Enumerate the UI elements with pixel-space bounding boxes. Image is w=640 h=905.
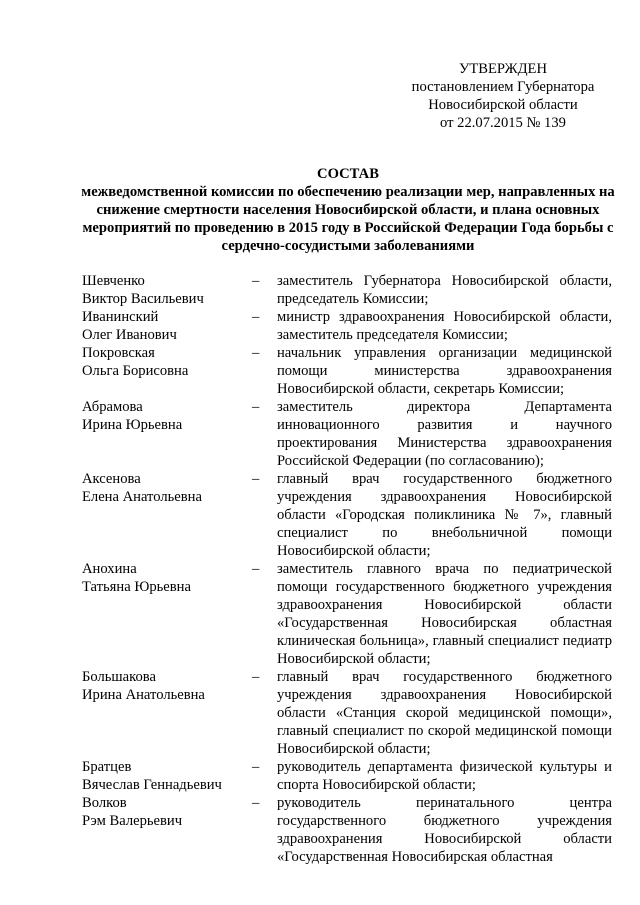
member-dash: – bbox=[252, 471, 260, 487]
member-row bbox=[82, 560, 612, 668]
member-dash: – bbox=[252, 273, 260, 289]
member-surname: Аксенова bbox=[82, 471, 141, 487]
member-surname: Шевченко bbox=[82, 273, 145, 289]
member-name bbox=[82, 668, 252, 758]
composition-heading: СОСТАВ bbox=[317, 166, 379, 182]
member-row bbox=[82, 308, 612, 344]
member-dash: – bbox=[252, 309, 260, 325]
member-surname: Братцев bbox=[82, 759, 132, 775]
member-row bbox=[82, 668, 612, 758]
member-surname: Покровская bbox=[82, 345, 155, 361]
member-row bbox=[82, 398, 612, 470]
member-row bbox=[82, 794, 612, 866]
member-surname: Анохина bbox=[82, 561, 137, 577]
approval-block bbox=[392, 60, 614, 132]
member-dash: – bbox=[252, 345, 260, 361]
member-role: заместитель директора Департамента инновационного развития и научного проектирования Министерства здравоохранения Российской Федерации (по согласованию); bbox=[277, 399, 612, 469]
member-name bbox=[82, 398, 252, 470]
member-surname: Абрамова bbox=[82, 399, 143, 415]
member-surname: Волков bbox=[82, 795, 127, 811]
member-role: руководитель перинатального центра государственного бюджетного учреждения здравоохранения Новосибирской области «Государственная Новосибирская областная bbox=[277, 795, 612, 865]
member-given-name: Елена Анатольевна bbox=[82, 489, 202, 505]
member-name bbox=[82, 794, 252, 866]
member-name bbox=[82, 272, 252, 308]
member-given-name: Виктор Васильевич bbox=[82, 291, 204, 307]
member-dash: – bbox=[252, 561, 260, 577]
approval-line-2: Новосибирской области bbox=[428, 97, 578, 113]
composition-description: межведомственной комиссии по обеспечению реализации мер, направленных на снижение смертности населения Новосибирской области, и плана основных мероприятий по проведению в 2015 году в Российской Федерации Года борьбы с сердечно-сосудистыми заболеваниями bbox=[81, 184, 615, 254]
member-role: заместитель Губернатора Новосибирской области, председатель Комиссии; bbox=[277, 273, 612, 307]
member-name bbox=[82, 560, 252, 668]
member-role: главный врач государственного бюджетного учреждения здравоохранения Новосибирской области «Станция скорой медицинской помощи», главный специалист по скорой медицинской помощи Новосибирской области; bbox=[277, 669, 612, 757]
member-given-name: Ирина Анатольевна bbox=[82, 687, 205, 703]
member-dash: – bbox=[252, 399, 260, 415]
member-dash: – bbox=[252, 759, 260, 775]
member-role: заместитель главного врача по педиатрической помощи государственного бюджетного учреждения здравоохранения Новосибирской области «Государственная Новосибирская областная клиническая больница», главный специалист педиатр Новосибирской области; bbox=[277, 561, 612, 667]
approval-line-1: постановлением Губернатора bbox=[411, 79, 595, 95]
composition-header bbox=[72, 165, 624, 255]
member-given-name: Ольга Борисовна bbox=[82, 363, 189, 379]
member-dash: – bbox=[252, 795, 260, 811]
approval-title: УТВЕРЖДЕН bbox=[459, 61, 547, 77]
member-given-name: Олег Иванович bbox=[82, 327, 177, 343]
member-row bbox=[82, 272, 612, 308]
approval-line-3: от 22.07.2015 № 139 bbox=[440, 115, 566, 131]
member-name bbox=[82, 344, 252, 398]
member-name bbox=[82, 758, 252, 794]
members-list bbox=[82, 272, 612, 866]
member-row bbox=[82, 758, 612, 794]
member-role: главный врач государственного бюджетного учреждения здравоохранения Новосибирской области «Городская поликлиника № 7», главный специалист по внебольничной помощи Новосибирской области; bbox=[277, 471, 612, 559]
member-surname: Большакова bbox=[82, 669, 156, 685]
member-role: министр здравоохранения Новосибирской области, заместитель председателя Комиссии; bbox=[277, 309, 612, 343]
member-name bbox=[82, 470, 252, 560]
member-given-name: Ирина Юрьевна bbox=[82, 417, 183, 433]
member-dash: – bbox=[252, 669, 260, 685]
member-role: руководитель департамента физической культуры и спорта Новосибирской области; bbox=[277, 759, 612, 793]
member-name bbox=[82, 308, 252, 344]
member-given-name: Рэм Валерьевич bbox=[82, 813, 183, 829]
member-surname: Иванинский bbox=[82, 309, 159, 325]
member-role: начальник управления организации медицинской помощи министерства здравоохранения Новосибирской области, секретарь Комиссии; bbox=[277, 345, 612, 397]
member-given-name: Вячеслав Геннадьевич bbox=[82, 777, 222, 793]
member-row bbox=[82, 344, 612, 398]
member-given-name: Татьяна Юрьевна bbox=[82, 579, 191, 595]
member-row bbox=[82, 470, 612, 560]
